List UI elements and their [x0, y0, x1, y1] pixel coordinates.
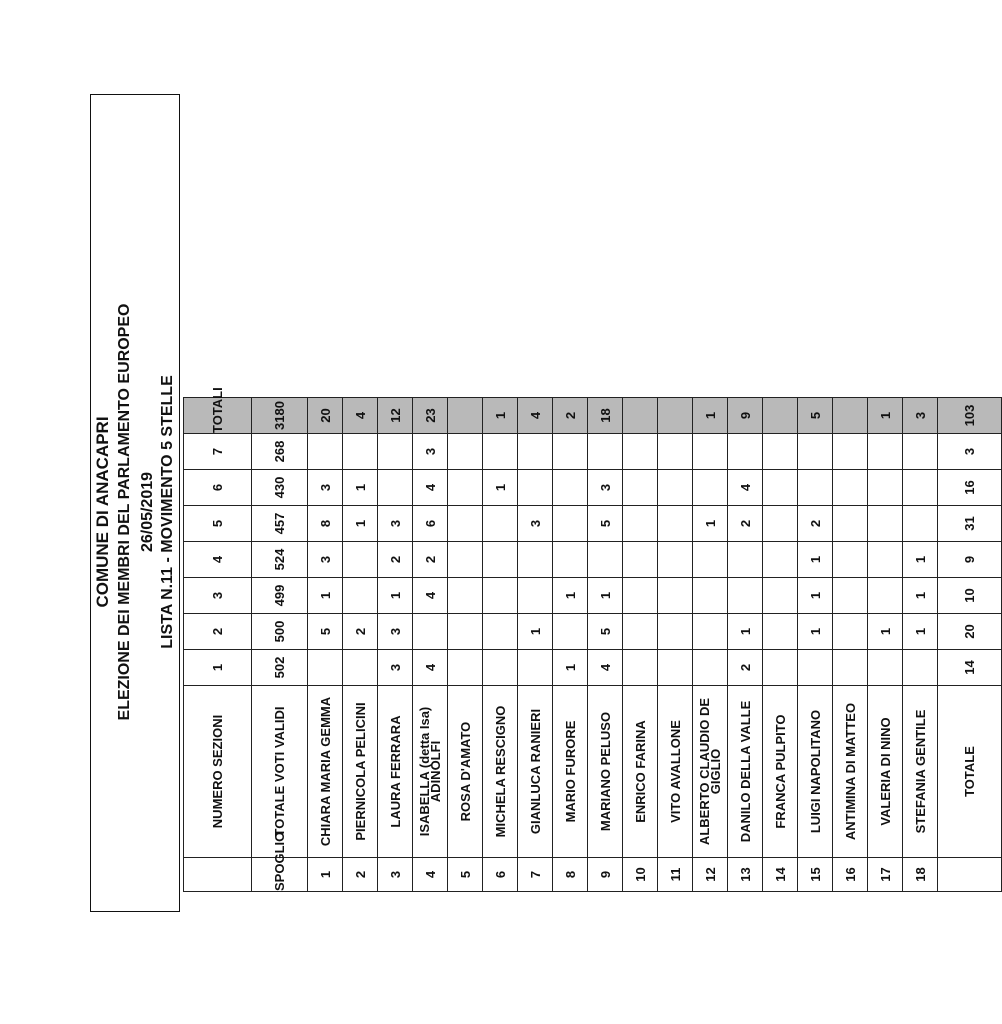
vote-cell — [833, 578, 868, 614]
candidate-number: 9 — [588, 858, 623, 892]
total-vote-cell: 23 — [413, 398, 448, 434]
row-total-cell: 3 — [938, 434, 1002, 470]
vote-cell: 8 — [308, 506, 343, 542]
vote-cell: 1 — [693, 506, 728, 542]
vote-cell: 4 — [413, 578, 448, 614]
total-vote-cell — [623, 398, 658, 434]
row-total-cell: 31 — [938, 506, 1002, 542]
voti-validi-cell: 524 — [252, 542, 308, 578]
vote-cell — [903, 650, 938, 686]
vote-cell — [448, 614, 483, 650]
vote-cell — [588, 542, 623, 578]
vote-cell — [483, 434, 518, 470]
candidate-number: 16 — [833, 858, 868, 892]
vote-cell — [658, 578, 693, 614]
row-total-cell: 14 — [938, 650, 1002, 686]
vote-cell — [693, 470, 728, 506]
totals-voti-validi: 3180 — [252, 398, 308, 434]
vote-cell: 4 — [413, 470, 448, 506]
vote-cell — [448, 470, 483, 506]
vote-cell: 1 — [798, 542, 833, 578]
sezione-number: 7 — [184, 434, 252, 470]
total-vote-cell — [833, 398, 868, 434]
candidate-name: VALERIA DI NINO — [868, 686, 903, 858]
vote-cell — [868, 434, 903, 470]
vote-cell — [658, 650, 693, 686]
vote-cell — [623, 650, 658, 686]
candidate-number: 3 — [378, 858, 413, 892]
vote-cell — [763, 506, 798, 542]
votes-grid — [183, 387, 1002, 892]
total-vote-cell: 3 — [903, 398, 938, 434]
total-vote-cell: 20 — [308, 398, 343, 434]
vote-cell — [798, 650, 833, 686]
vote-cell: 2 — [728, 506, 763, 542]
vote-cell — [833, 650, 868, 686]
vote-cell — [518, 542, 553, 578]
total-vote-cell: 2 — [553, 398, 588, 434]
vote-cell — [518, 470, 553, 506]
vote-cell — [483, 506, 518, 542]
vote-cell: 3 — [588, 470, 623, 506]
vote-cell — [658, 434, 693, 470]
vote-cell: 4 — [728, 470, 763, 506]
total-vote-cell — [763, 398, 798, 434]
vote-cell — [833, 542, 868, 578]
vote-cell — [728, 542, 763, 578]
candidate-name: ENRICO FARINA — [623, 686, 658, 858]
total-vote-cell: 18 — [588, 398, 623, 434]
vote-cell — [483, 542, 518, 578]
row-total-cell: 9 — [938, 542, 1002, 578]
vote-cell: 1 — [903, 614, 938, 650]
vote-cell — [658, 614, 693, 650]
vote-cell — [693, 434, 728, 470]
voti-validi-cell: 500 — [252, 614, 308, 650]
vote-cell — [763, 650, 798, 686]
vote-cell: 1 — [518, 614, 553, 650]
vote-cell — [693, 578, 728, 614]
vote-cell — [693, 650, 728, 686]
vote-cell: 5 — [588, 614, 623, 650]
vote-cell — [448, 578, 483, 614]
vote-cell — [518, 434, 553, 470]
vote-cell: 3 — [378, 506, 413, 542]
vote-cell — [763, 542, 798, 578]
row-total-cell: 10 — [938, 578, 1002, 614]
total-vote-cell: 4 — [518, 398, 553, 434]
vote-cell — [483, 650, 518, 686]
row-total-cell: 20 — [938, 614, 1002, 650]
comune-title: COMUNE DI ANACAPRI — [93, 416, 112, 608]
vote-cell — [518, 578, 553, 614]
vote-cell — [623, 506, 658, 542]
sezione-number: 4 — [184, 542, 252, 578]
vote-cell: 2 — [343, 614, 378, 650]
candidate-name: LUIGI NAPOLITANO — [798, 686, 833, 858]
total-vote-cell: 9 — [728, 398, 763, 434]
candidate-name: MARIANO PELUSO — [588, 686, 623, 858]
vote-cell — [623, 434, 658, 470]
empty-header — [938, 858, 1002, 892]
vote-cell — [448, 542, 483, 578]
vote-cell — [483, 578, 518, 614]
voti-validi-header: TOTALE VOTI VALIDI — [252, 686, 308, 858]
voti-validi-cell: 430 — [252, 470, 308, 506]
vote-cell — [623, 470, 658, 506]
vote-cell — [903, 434, 938, 470]
election-title: ELEZIONE DEI MEMBRI DEL PARLAMENTO EUROPEO — [116, 303, 133, 721]
grand-total-cell: 103 — [938, 398, 1002, 434]
candidate-name: DANILO DELLA VALLE — [728, 686, 763, 858]
vote-cell: 3 — [308, 470, 343, 506]
spoglio-header: SPOGLIO — [252, 858, 308, 892]
vote-cell: 1 — [378, 578, 413, 614]
vote-cell: 1 — [483, 470, 518, 506]
vote-cell — [623, 578, 658, 614]
vote-cell: 3 — [518, 506, 553, 542]
candidate-name: ROSA D'AMATO — [448, 686, 483, 858]
sezione-number: 6 — [184, 470, 252, 506]
candidate-name: PIERNICOLA PELICINI — [343, 686, 378, 858]
vote-cell — [833, 434, 868, 470]
vote-cell — [763, 470, 798, 506]
vote-cell — [903, 506, 938, 542]
sezione-number: 5 — [184, 506, 252, 542]
vote-cell — [868, 578, 903, 614]
vote-cell — [868, 506, 903, 542]
vote-cell — [378, 434, 413, 470]
vote-cell — [343, 650, 378, 686]
vote-cell — [833, 614, 868, 650]
vote-cell — [658, 470, 693, 506]
vote-cell — [553, 614, 588, 650]
vote-cell — [658, 542, 693, 578]
total-vote-cell — [448, 398, 483, 434]
candidate-name: MICHELA RESCIGNO — [483, 686, 518, 858]
sezione-number: 2 — [184, 614, 252, 650]
candidate-name: MARIO FURORE — [553, 686, 588, 858]
totale-header: TOTALE — [938, 686, 1002, 858]
vote-cell: 2 — [378, 542, 413, 578]
candidate-number: 10 — [623, 858, 658, 892]
vote-cell — [343, 578, 378, 614]
vote-cell: 4 — [413, 650, 448, 686]
vote-cell: 1 — [553, 650, 588, 686]
vote-cell: 2 — [798, 506, 833, 542]
vote-cell — [903, 470, 938, 506]
total-vote-cell — [658, 398, 693, 434]
candidate-number: 18 — [903, 858, 938, 892]
candidate-number: 1 — [308, 858, 343, 892]
vote-cell: 3 — [413, 434, 448, 470]
vote-cell: 1 — [553, 578, 588, 614]
vote-cell: 1 — [798, 614, 833, 650]
candidate-number: 2 — [343, 858, 378, 892]
election-date: 26/05/2019 — [139, 471, 156, 553]
vote-cell — [868, 650, 903, 686]
vote-cell — [623, 614, 658, 650]
candidate-number: 4 — [413, 858, 448, 892]
candidate-name: ALBERTO CLAUDIO DE GIGLIO — [693, 686, 728, 858]
voti-validi-cell: 499 — [252, 578, 308, 614]
candidate-name: VITO AVALLONE — [658, 686, 693, 858]
total-vote-cell: 5 — [798, 398, 833, 434]
row-total-cell: 16 — [938, 470, 1002, 506]
total-vote-cell: 12 — [378, 398, 413, 434]
vote-cell — [448, 434, 483, 470]
vote-cell: 1 — [588, 578, 623, 614]
vote-cell — [728, 578, 763, 614]
vote-cell — [623, 542, 658, 578]
candidate-name: FRANCA PULPITO — [763, 686, 798, 858]
vote-cell — [798, 434, 833, 470]
candidate-number: 15 — [798, 858, 833, 892]
vote-cell — [728, 434, 763, 470]
totals-label: TOTALI — [184, 398, 252, 434]
vote-cell: 4 — [588, 650, 623, 686]
vote-cell — [308, 434, 343, 470]
candidate-name: ANTIMINA DI MATTEO — [833, 686, 868, 858]
total-vote-cell: 1 — [693, 398, 728, 434]
vote-cell — [413, 614, 448, 650]
total-vote-cell: 1 — [868, 398, 903, 434]
voti-validi-cell: 457 — [252, 506, 308, 542]
vote-cell — [763, 614, 798, 650]
vote-cell: 1 — [343, 470, 378, 506]
candidate-number: 6 — [483, 858, 518, 892]
sezione-number: 3 — [184, 578, 252, 614]
total-vote-cell: 4 — [343, 398, 378, 434]
vote-cell: 1 — [903, 542, 938, 578]
total-vote-cell: 1 — [483, 398, 518, 434]
vote-cell: 2 — [728, 650, 763, 686]
vote-cell — [448, 506, 483, 542]
candidate-name: ISABELLA (detta Isa) ADINOLFI — [413, 686, 448, 858]
candidate-number: 8 — [553, 858, 588, 892]
vote-cell: 3 — [378, 614, 413, 650]
candidate-name: LAURA FERRARA — [378, 686, 413, 858]
list-title: LISTA N.11 - MOVIMENTO 5 STELLE — [159, 375, 176, 649]
vote-cell — [378, 470, 413, 506]
vote-cell — [518, 650, 553, 686]
vote-cell: 5 — [588, 506, 623, 542]
vote-cell: 1 — [728, 614, 763, 650]
vote-cell — [588, 434, 623, 470]
vote-cell: 1 — [343, 506, 378, 542]
vote-cell — [658, 506, 693, 542]
vote-cell — [763, 578, 798, 614]
candidate-number: 11 — [658, 858, 693, 892]
candidate-number: 17 — [868, 858, 903, 892]
vote-cell — [308, 650, 343, 686]
vote-cell — [553, 542, 588, 578]
vote-cell: 2 — [413, 542, 448, 578]
candidate-name: STEFANIA GENTILE — [903, 686, 938, 858]
candidate-number: 5 — [448, 858, 483, 892]
vote-cell — [343, 542, 378, 578]
vote-cell — [483, 614, 518, 650]
candidate-number: 13 — [728, 858, 763, 892]
candidate-number: 12 — [693, 858, 728, 892]
candidate-number: 7 — [518, 858, 553, 892]
sezione-number: 1 — [184, 650, 252, 686]
voti-validi-cell: 502 — [252, 650, 308, 686]
vote-cell — [798, 470, 833, 506]
vote-cell — [693, 614, 728, 650]
vote-cell: 1 — [868, 614, 903, 650]
vote-cell: 1 — [308, 578, 343, 614]
vote-cell: 6 — [413, 506, 448, 542]
vote-cell: 1 — [903, 578, 938, 614]
vote-cell — [868, 542, 903, 578]
vote-cell — [448, 650, 483, 686]
candidate-number: 14 — [763, 858, 798, 892]
vote-cell — [833, 470, 868, 506]
vote-cell: 3 — [378, 650, 413, 686]
corner-cell — [184, 858, 252, 892]
vote-cell — [868, 470, 903, 506]
voti-validi-cell: 268 — [252, 434, 308, 470]
vote-cell — [553, 470, 588, 506]
vote-cell: 5 — [308, 614, 343, 650]
vote-cell — [553, 506, 588, 542]
vote-cell — [833, 506, 868, 542]
vote-cell: 1 — [798, 578, 833, 614]
vote-cell — [553, 434, 588, 470]
sezioni-header: NUMERO SEZIONI — [184, 686, 252, 858]
vote-cell — [693, 542, 728, 578]
candidate-name: GIANLUCA RANIERI — [518, 686, 553, 858]
vote-cell: 3 — [308, 542, 343, 578]
candidate-name: CHIARA MARIA GEMMA — [308, 686, 343, 858]
vote-cell — [343, 434, 378, 470]
vote-cell — [763, 434, 798, 470]
